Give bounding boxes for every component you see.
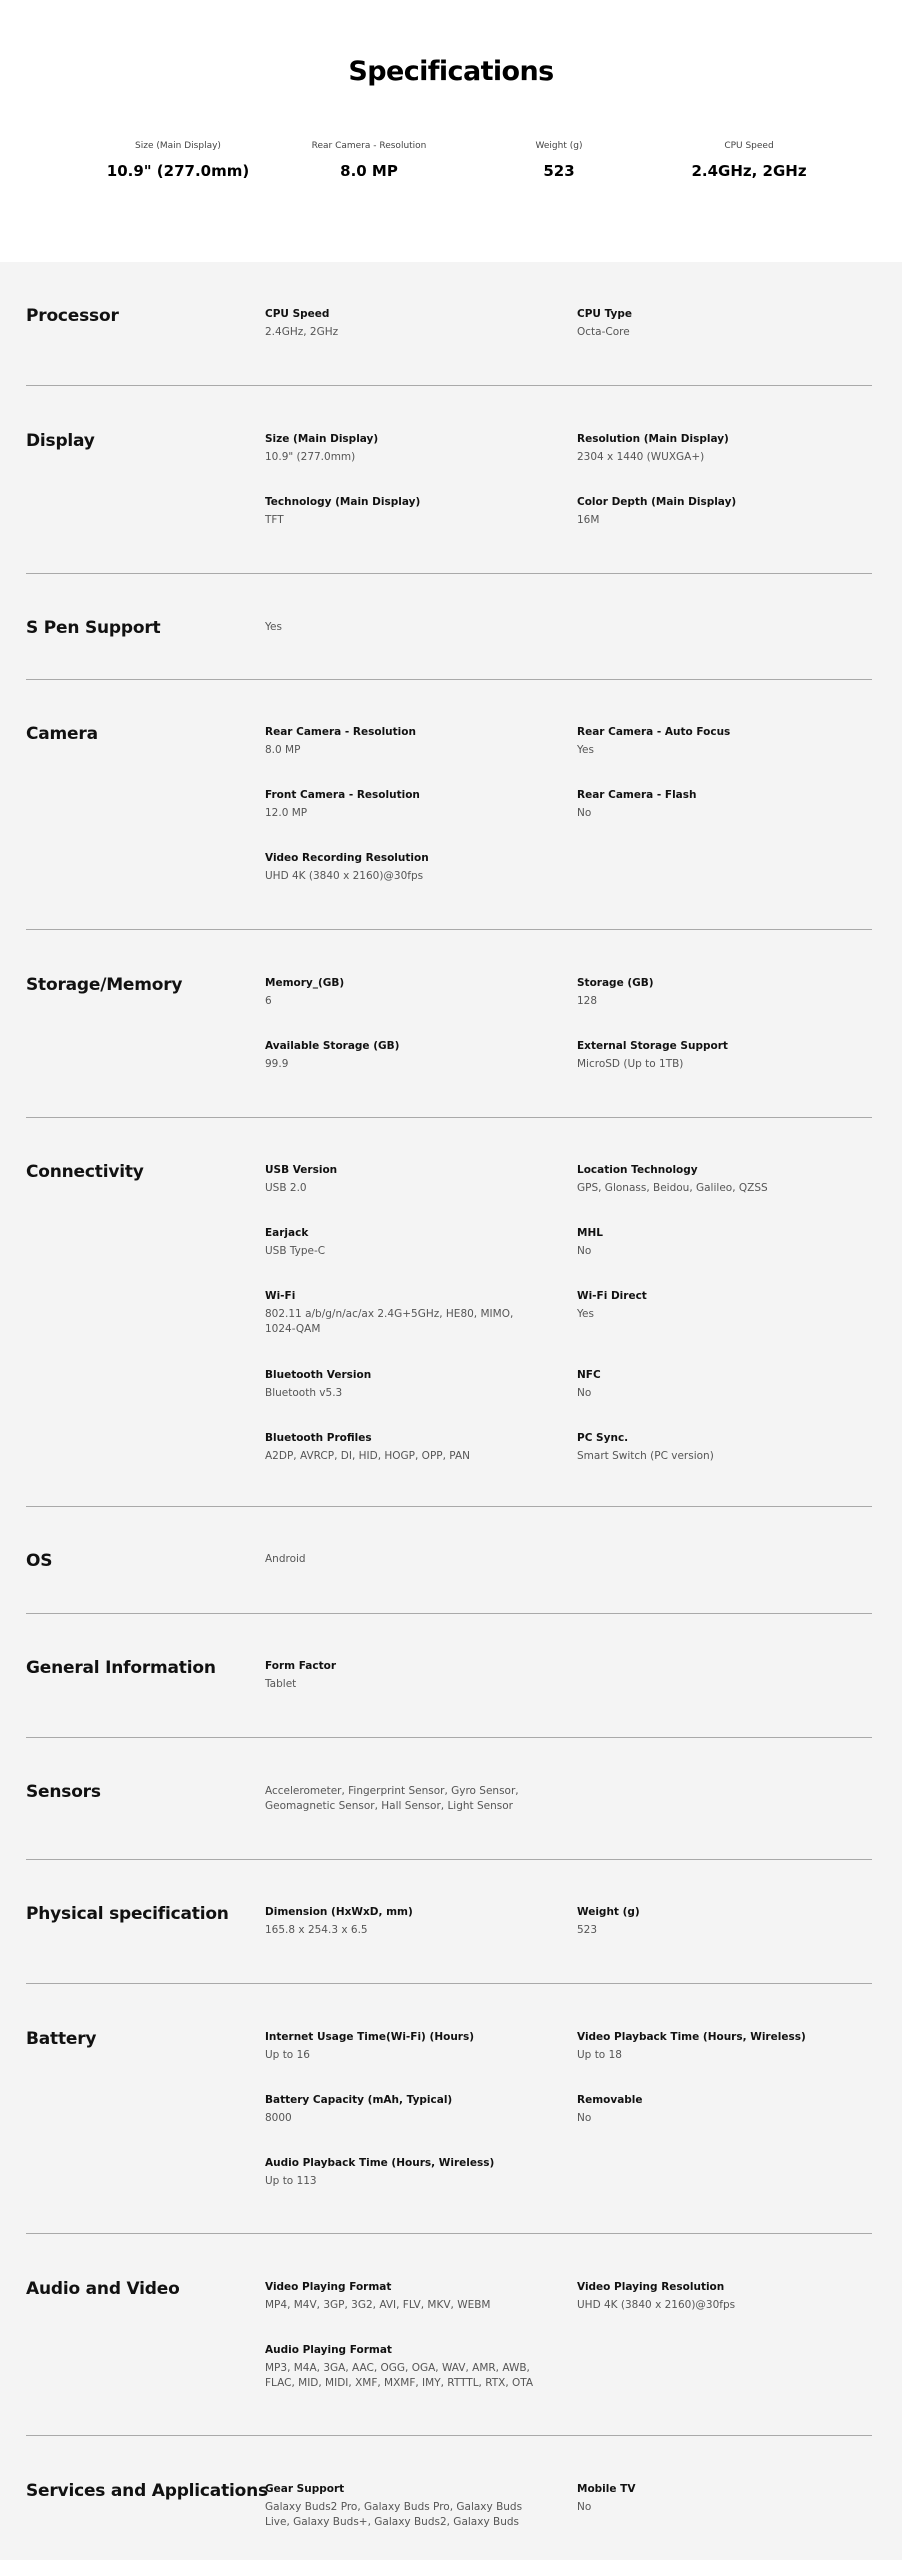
spec-label: Earjack xyxy=(265,1227,309,1239)
spec-value: 165.8 x 254.3 x 6.5 xyxy=(265,1924,368,1936)
spec-value: GPS, Glonass, Beidou, Galileo, QZSS xyxy=(577,1182,768,1194)
spec-value: Up to 113 xyxy=(265,2175,317,2187)
highlight-label: Rear Camera - Resolution xyxy=(311,141,427,151)
highlight-label: CPU Speed xyxy=(724,141,774,151)
spec-label: CPU Type xyxy=(577,308,632,320)
spec-item-sensors xyxy=(265,1784,545,1814)
spec-value: UHD 4K (3840 x 2160)@30fps xyxy=(577,2299,736,2311)
spec-item-weight xyxy=(577,1905,857,1938)
spec-label: Weight (g) xyxy=(577,1906,640,1918)
spec-value: Octa-Core xyxy=(577,326,630,338)
spec-label: Audio Playing Format xyxy=(265,2344,392,2356)
spec-item-external-storage xyxy=(577,1039,857,1072)
spec-item-memory xyxy=(265,976,545,1009)
spec-value: 523 xyxy=(577,1924,598,1936)
spec-value: 6 xyxy=(265,995,272,1007)
spec-label: Gear Support xyxy=(265,2483,345,2495)
spec-item-display-resolution xyxy=(577,432,857,465)
spec-label: Bluetooth Profiles xyxy=(265,1432,372,1444)
section-divider xyxy=(26,929,872,930)
spec-label: Color Depth (Main Display) xyxy=(577,496,737,508)
spec-label: Audio Playback Time (Hours, Wireless) xyxy=(265,2157,495,2169)
spec-value: No xyxy=(577,1245,592,1257)
highlight-label: Size (Main Display) xyxy=(135,141,221,151)
highlight-cpu-speed xyxy=(649,140,849,181)
spec-list xyxy=(0,262,902,2560)
spec-label: External Storage Support xyxy=(577,1040,728,1052)
spec-label: Mobile TV xyxy=(577,2483,636,2495)
section-title: Storage/Memory xyxy=(26,975,183,995)
spec-item-video-playing-format xyxy=(265,2280,545,2313)
highlight-display-size xyxy=(78,140,278,181)
spec-item-available-storage xyxy=(265,1039,545,1072)
spec-label: Video Playback Time (Hours, Wireless) xyxy=(577,2031,806,2043)
spec-value: Up to 18 xyxy=(577,2049,622,2061)
highlight-value: 10.9" (277.0mm) xyxy=(106,162,250,180)
highlight-label: Weight (g) xyxy=(535,141,583,151)
section-divider xyxy=(26,385,872,386)
section-divider xyxy=(26,1737,872,1738)
spec-item-storage xyxy=(577,976,857,1009)
section-divider xyxy=(26,1859,872,1860)
spec-label: CPU Speed xyxy=(265,308,330,320)
spec-item-battery-capacity xyxy=(265,2093,545,2126)
spec-item-usb-version xyxy=(265,1163,545,1196)
spec-value: 99.9 xyxy=(265,1058,289,1070)
spec-item-dimension xyxy=(265,1905,545,1938)
section-title: Services and Applications xyxy=(26,2481,268,2501)
specs-header xyxy=(0,0,902,262)
spec-value: Yes xyxy=(577,1308,594,1320)
spec-item-video-playing-resolution xyxy=(577,2280,857,2313)
spec-item-mhl xyxy=(577,1226,857,1259)
spec-label: Form Factor xyxy=(265,1660,337,1672)
spec-item-internet-usage-time xyxy=(265,2030,545,2063)
spec-value: 16M xyxy=(577,514,600,526)
spec-value: 2304 x 1440 (WUXGA+) xyxy=(577,451,705,463)
spec-value: MP3, M4A, 3GA, AAC, OGG, OGA, WAV, AMR, AWB, FLAC, MID, MIDI, XMF, MXMF, IMY, RTTTL, RTX, OTA xyxy=(265,2362,534,2389)
spec-label: Size (Main Display) xyxy=(265,433,379,445)
spec-item-gear-support xyxy=(265,2482,545,2530)
section-divider xyxy=(26,679,872,680)
spec-value: 10.9" (277.0mm) xyxy=(265,451,356,463)
spec-item-display-technology xyxy=(265,495,545,528)
section-divider xyxy=(26,2233,872,2234)
section-title: Processor xyxy=(26,306,119,326)
spec-value: Accelerometer, Fingerprint Sensor, Gyro Sensor, Geomagnetic Sensor, Hall Sensor, Light Sensor xyxy=(265,1785,519,1812)
spec-value: 2.4GHz, 2GHz xyxy=(265,326,339,338)
highlight-weight xyxy=(459,140,659,181)
spec-label: Storage (GB) xyxy=(577,977,654,989)
spec-label: USB Version xyxy=(265,1164,338,1176)
highlight-rear-camera xyxy=(269,140,469,181)
spec-item-rear-camera-resolution xyxy=(265,725,545,758)
section-title: General Information xyxy=(26,1658,216,1678)
page-title: Specifications xyxy=(348,56,554,87)
section-divider xyxy=(26,1983,872,1984)
spec-item-audio-playing-format xyxy=(265,2343,545,2391)
spec-label: Internet Usage Time(Wi-Fi) (Hours) xyxy=(265,2031,475,2043)
spec-value: 802.11 a/b/g/n/ac/ax 2.4G+5GHz, HE80, MIMO, 1024-QAM xyxy=(265,1308,514,1335)
spec-label: Video Playing Resolution xyxy=(577,2281,725,2293)
spec-label: Bluetooth Version xyxy=(265,1369,372,1381)
spec-label: Location Technology xyxy=(577,1164,698,1176)
spec-label: Video Recording Resolution xyxy=(265,852,429,864)
spec-item-cpu-speed xyxy=(265,307,545,340)
spec-label: Battery Capacity (mAh, Typical) xyxy=(265,2094,453,2106)
spec-item-display-size xyxy=(265,432,545,465)
spec-value: No xyxy=(577,1387,592,1399)
spec-value: Up to 16 xyxy=(265,2049,310,2061)
spec-item-rear-camera-autofocus xyxy=(577,725,857,758)
spec-value: USB Type-C xyxy=(265,1245,326,1257)
spec-value: No xyxy=(577,2112,592,2124)
spec-item-cpu-type xyxy=(577,307,857,340)
spec-item-form-factor xyxy=(265,1659,545,1692)
spec-value: MP4, M4V, 3GP, 3G2, AVI, FLV, MKV, WEBM xyxy=(265,2299,491,2311)
spec-value: Android xyxy=(265,1553,306,1565)
spec-value: Yes xyxy=(265,621,282,633)
spec-value: 8.0 MP xyxy=(265,744,301,756)
spec-label: NFC xyxy=(577,1369,601,1381)
spec-item-wifi xyxy=(265,1289,545,1337)
spec-value: Bluetooth v5.3 xyxy=(265,1387,343,1399)
spec-value: No xyxy=(577,2501,592,2513)
section-title: Physical specification xyxy=(26,1904,229,1924)
section-title: Sensors xyxy=(26,1782,101,1802)
spec-value: UHD 4K (3840 x 2160)@30fps xyxy=(265,870,424,882)
spec-value: Smart Switch (PC version) xyxy=(577,1450,714,1462)
spec-item-color-depth xyxy=(577,495,857,528)
spec-value: Tablet xyxy=(265,1678,297,1690)
spec-value: MicroSD (Up to 1TB) xyxy=(577,1058,684,1070)
spec-value: Galaxy Buds2 Pro, Galaxy Buds Pro, Galaxy Buds Live, Galaxy Buds+, Galaxy Buds2, Galaxy Buds xyxy=(265,2501,523,2528)
section-divider xyxy=(26,1506,872,1507)
spec-label: Removable xyxy=(577,2094,643,2106)
spec-value: No xyxy=(577,807,592,819)
spec-value: 12.0 MP xyxy=(265,807,308,819)
spec-item-rear-camera-flash xyxy=(577,788,857,821)
section-title: Battery xyxy=(26,2029,97,2049)
spec-item-bluetooth-version xyxy=(265,1368,545,1401)
spec-label: Memory_(GB) xyxy=(265,977,345,989)
spec-value: Yes xyxy=(577,744,594,756)
spec-label: Dimension (HxWxD, mm) xyxy=(265,1906,413,1918)
section-divider xyxy=(26,1613,872,1614)
section-divider xyxy=(26,2435,872,2436)
spec-label: Video Playing Format xyxy=(265,2281,392,2293)
spec-item-front-camera-resolution xyxy=(265,788,545,821)
section-title: S Pen Support xyxy=(26,618,161,638)
spec-label: Wi-Fi Direct xyxy=(577,1290,647,1302)
spec-item-removable xyxy=(577,2093,857,2126)
spec-value: 128 xyxy=(577,995,598,1007)
spec-label: Available Storage (GB) xyxy=(265,1040,400,1052)
spec-item-wifi-direct xyxy=(577,1289,857,1322)
spec-item-os xyxy=(265,1552,545,1567)
spec-label: MHL xyxy=(577,1227,603,1239)
highlight-value: 523 xyxy=(543,162,575,180)
spec-label: Rear Camera - Resolution xyxy=(265,726,416,738)
spec-item-video-playback-time xyxy=(577,2030,857,2063)
section-title: OS xyxy=(26,1551,53,1571)
spec-label: Rear Camera - Flash xyxy=(577,789,697,801)
section-title: Display xyxy=(26,431,95,451)
section-title: Camera xyxy=(26,724,98,744)
section-divider xyxy=(26,573,872,574)
spec-label: Wi-Fi xyxy=(265,1290,296,1302)
section-title: Audio and Video xyxy=(26,2279,180,2299)
spec-label: Front Camera - Resolution xyxy=(265,789,420,801)
highlight-value: 8.0 MP xyxy=(340,162,398,180)
spec-item-pc-sync xyxy=(577,1431,857,1464)
spec-value: USB 2.0 xyxy=(265,1182,307,1194)
spec-value: TFT xyxy=(265,514,284,526)
spec-item-video-recording-resolution xyxy=(265,851,545,884)
spec-value: 8000 xyxy=(265,2112,292,2124)
highlight-value: 2.4GHz, 2GHz xyxy=(691,162,807,180)
spec-item-spen xyxy=(265,620,545,635)
spec-item-earjack xyxy=(265,1226,545,1259)
spec-item-nfc xyxy=(577,1368,857,1401)
spec-item-audio-playback-time xyxy=(265,2156,545,2189)
spec-item-mobile-tv xyxy=(577,2482,857,2515)
spec-label: PC Sync. xyxy=(577,1432,629,1444)
spec-label: Rear Camera - Auto Focus xyxy=(577,726,731,738)
spec-item-bluetooth-profiles xyxy=(265,1431,545,1464)
section-title: Connectivity xyxy=(26,1162,144,1182)
section-divider xyxy=(26,1117,872,1118)
spec-label: Technology (Main Display) xyxy=(265,496,421,508)
spec-label: Resolution (Main Display) xyxy=(577,433,729,445)
spec-item-location-technology xyxy=(577,1163,857,1196)
spec-value: A2DP, AVRCP, DI, HID, HOGP, OPP, PAN xyxy=(265,1450,470,1462)
